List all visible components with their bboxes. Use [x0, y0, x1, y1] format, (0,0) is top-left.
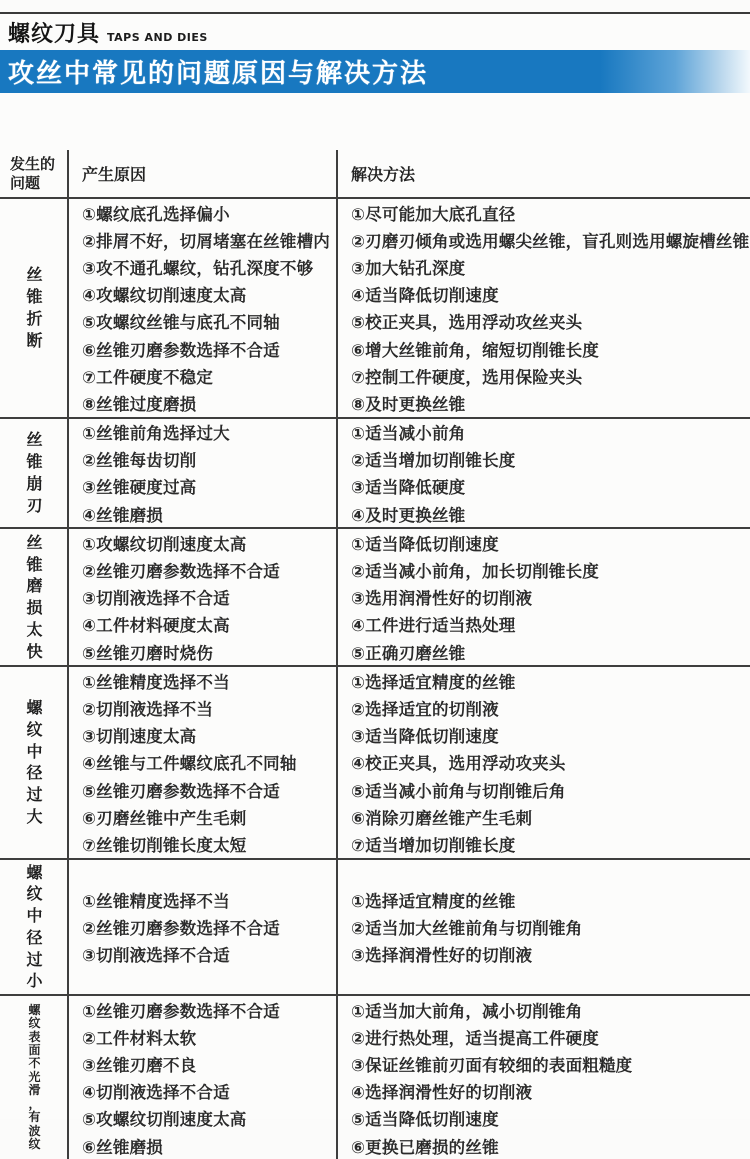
cause-item: ④丝锥与工件螺纹底孔不同轴	[82, 754, 297, 774]
causes-cell	[69, 860, 338, 995]
cause-item: ⑦工件硬度不稳定	[82, 367, 214, 387]
solution-item: ⑤适当减小前角与切削锥后角	[351, 781, 566, 801]
header-problem: 发生的问题	[10, 154, 56, 192]
causes-cell	[69, 419, 338, 528]
cause-item: ①攻螺纹切削速度太高	[82, 534, 247, 554]
cause-item: ④攻螺纹切削速度太高	[82, 286, 247, 306]
cause-item: ③切削液选择不合适	[82, 945, 230, 965]
cause-item: ②丝锥刃磨参数选择不合适	[82, 918, 280, 938]
solution-item: ①适当减小前角	[351, 424, 466, 444]
cause-item: ④工件材料硬度太高	[82, 616, 230, 636]
solutions-cell	[338, 996, 750, 1159]
solution-item: ③加大钻孔深度	[351, 258, 466, 278]
cause-item: ②丝锥刃磨参数选择不合适	[82, 562, 280, 582]
solution-item: ①适当降低切削速度	[351, 534, 499, 554]
problem-label: 丝锥崩刃	[26, 430, 43, 515]
brand-header	[0, 12, 750, 50]
problem-label: 丝锥磨损太快	[26, 532, 43, 661]
solution-item: ⑦适当增加切削锥长度	[351, 835, 516, 855]
problem-label: 螺纹中径过小	[26, 862, 43, 991]
solution-item: ②进行热处理，适当提高工件硬度	[351, 1028, 599, 1048]
solution-item: ④选择润滑性好的切削液	[351, 1083, 533, 1103]
solution-item: ⑥增大丝锥前角，缩短切削锥长度	[351, 340, 599, 360]
table-header-row	[0, 150, 750, 197]
solution-item: ①尽可能加大底孔直径	[351, 204, 516, 224]
cause-item: ①丝锥精度选择不当	[82, 672, 230, 692]
cause-item: ③切削液选择不合适	[82, 589, 230, 609]
table-body	[0, 197, 750, 1159]
cause-item: ③攻不通孔螺纹，钻孔深度不够	[82, 258, 314, 278]
cause-item: ③切削速度太高	[82, 727, 197, 747]
causes-cell	[69, 667, 338, 857]
solution-item: ②选择适宜的切削液	[351, 699, 499, 719]
problem-label-cell	[0, 419, 69, 528]
solutions-cell	[338, 667, 750, 857]
solution-item: ①选择适宜精度的丝锥	[351, 891, 516, 911]
cause-item: ⑤攻螺纹切削速度太高	[82, 1110, 247, 1130]
solutions-cell	[338, 199, 750, 417]
cause-item: ⑤丝锥刃磨参数选择不合适	[82, 781, 280, 801]
solution-item: ②刃磨刃倾角或选用螺尖丝锥，盲孔则选用螺旋槽丝锥	[351, 231, 750, 251]
solution-item: ②适当减小前角，加长切削锥长度	[351, 562, 599, 582]
cause-item: ⑧丝锥过度磨损	[82, 394, 197, 414]
cause-item: ③丝锥硬度过高	[82, 478, 197, 498]
brand-title: 螺纹刀具	[8, 22, 101, 47]
solution-item: ③选用润滑性好的切削液	[351, 589, 533, 609]
cause-item: ①丝锥前角选择过大	[82, 424, 230, 444]
cause-item: ①丝锥精度选择不当	[82, 891, 230, 911]
solution-item: ⑧及时更换丝锥	[351, 394, 466, 414]
solution-item: ③保证丝锥前刃面有较细的表面粗糙度	[351, 1055, 633, 1075]
cause-item: ②排屑不好，切屑堵塞在丝锥槽内	[82, 231, 330, 251]
solutions-cell	[338, 860, 750, 995]
cause-item: ⑥丝锥磨损	[82, 1137, 163, 1157]
cause-item: ①螺纹底孔选择偏小	[82, 204, 230, 224]
causes-cell	[69, 199, 338, 417]
problem-label-cell	[0, 529, 69, 665]
section-banner	[0, 50, 750, 93]
cause-item: ④丝锥磨损	[82, 505, 163, 525]
cause-item: ⑥丝锥刃磨参数选择不合适	[82, 340, 280, 360]
problem-label: 丝锥折断	[26, 265, 43, 350]
solution-item: ④工件进行适当热处理	[351, 616, 516, 636]
table-section	[0, 527, 750, 665]
solution-item: ⑥消除刃磨丝锥产生毛刺	[351, 808, 533, 828]
table-vertical-divider-1	[67, 150, 69, 1159]
causes-cell	[69, 996, 338, 1159]
banner-title: 攻丝中常见的问题原因与解决方法	[8, 59, 429, 89]
problems-table	[0, 150, 750, 1159]
problem-label-cell	[0, 199, 69, 417]
table-section	[0, 994, 750, 1159]
solution-item: ②适当加大丝锥前角与切削锥角	[351, 918, 583, 938]
problem-label: 螺纹中径过大	[26, 698, 43, 826]
cause-item: ⑦丝锥切削锥长度太短	[82, 835, 247, 855]
solution-item: ③适当降低切削速度	[351, 727, 499, 747]
solution-item: ⑦控制工件硬度，选用保险夹头	[351, 367, 583, 387]
table-section	[0, 665, 750, 857]
solution-item: ③适当降低硬度	[351, 478, 466, 498]
document-page	[0, 12, 750, 1157]
cause-item: ②丝锥每齿切削	[82, 451, 197, 471]
cause-item: ①丝锥刃磨参数选择不合适	[82, 1001, 280, 1021]
cause-item: ③丝锥刃磨不良	[82, 1055, 197, 1075]
solution-item: ③选择润滑性好的切削液	[351, 945, 533, 965]
problem-label-cell	[0, 667, 69, 857]
solution-item: ⑤适当降低切削速度	[351, 1110, 499, 1130]
brand-subtitle: TAPS AND DIES	[107, 31, 208, 44]
header-cause: 产生原因	[82, 165, 147, 184]
cause-item: ⑤丝锥刃磨时烧伤	[82, 643, 214, 663]
causes-cell	[69, 529, 338, 665]
cause-item: ④切削液选择不合适	[82, 1083, 230, 1103]
solution-item: ①适当加大前角，减小切削锥角	[351, 1001, 583, 1021]
solutions-cell	[338, 419, 750, 528]
problem-label: 螺纹表面不光滑，有波纹	[28, 1002, 41, 1152]
problem-label-cell	[0, 996, 69, 1159]
problem-label-cell	[0, 860, 69, 995]
solution-item: ⑤正确刃磨丝锥	[351, 643, 466, 663]
solution-item: ⑥更换已磨损的丝锥	[351, 1137, 499, 1157]
cause-item: ⑤攻螺纹丝锥与底孔不同轴	[82, 313, 280, 333]
solution-item: ④适当降低切削速度	[351, 286, 499, 306]
cause-item: ②工件材料太软	[82, 1028, 197, 1048]
table-section	[0, 197, 750, 417]
table-section	[0, 858, 750, 995]
solution-item: ④及时更换丝锥	[351, 505, 466, 525]
table-section	[0, 417, 750, 528]
solution-item: ②适当增加切削锥长度	[351, 451, 516, 471]
table-vertical-divider-2	[336, 150, 338, 1159]
solutions-cell	[338, 529, 750, 665]
solution-item: ⑤校正夹具，选用浮动攻丝夹头	[351, 313, 583, 333]
cause-item: ②切削液选择不当	[82, 699, 214, 719]
cause-item: ⑥刃磨丝锥中产生毛刺	[82, 808, 247, 828]
solution-item: ④校正夹具，选用浮动攻夹头	[351, 754, 566, 774]
solution-item: ①选择适宜精度的丝锥	[351, 672, 516, 692]
header-solution: 解决方法	[351, 165, 416, 184]
